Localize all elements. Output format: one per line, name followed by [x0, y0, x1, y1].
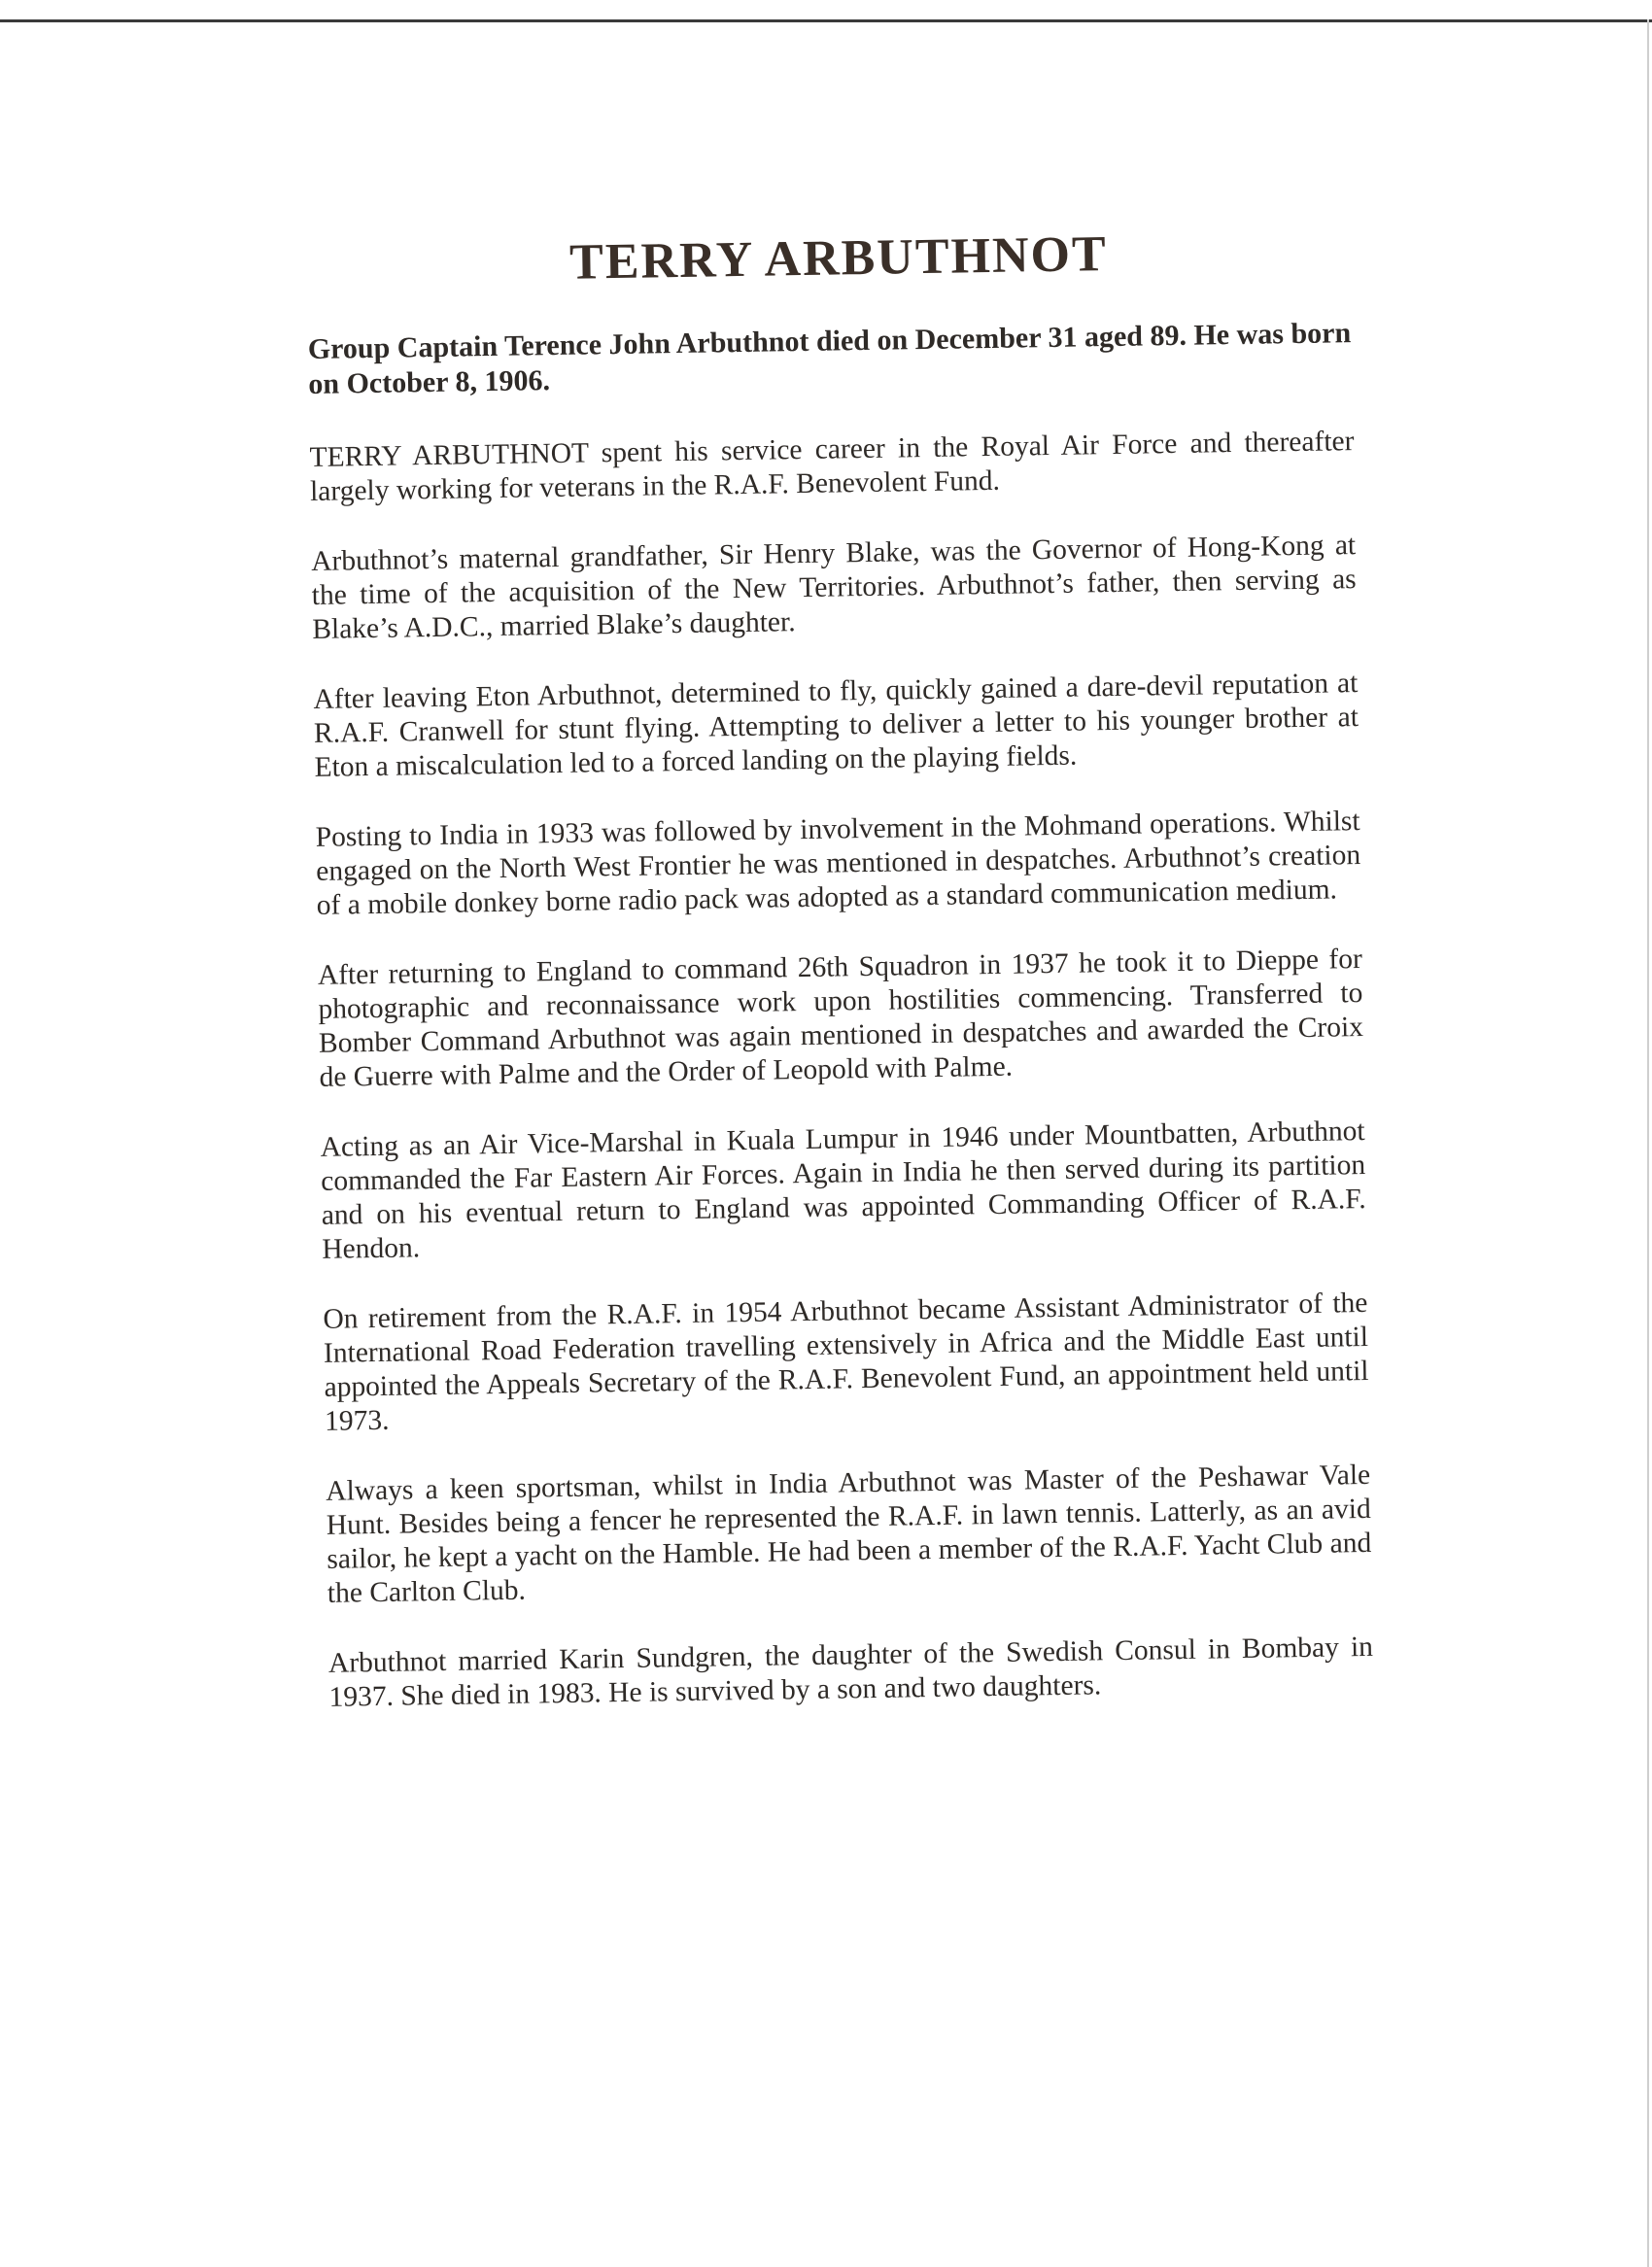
paragraph-career: TERRY ARBUTHNOT spent his service career in the Royal Air Force and thereafter largely working for veterans in the R.A.F. Benevolent Fund. [309, 426, 1355, 507]
paragraph-war: After returning to England to command 26th Squadron in 1937 he took it to Dieppe for photographic and reconnaissance work upon hostilities commencing. Transferred to Bomber Command Arbuthnot was again mentioned in despatches and awarded the Croix de Guerre with Palme and the Order of Leopold with Palme. [317, 944, 1364, 1093]
scan-edge-top [0, 19, 1652, 22]
paragraph-family: Arbuthnot’s maternal grandfather, Sir Henry Blake, was the Governor of Hong-Kong at the time of the acquisition of the New Territories. Arbuthnot’s father, then serving as Blake’s A.D.C., married Blake’s daughter. [310, 530, 1357, 645]
scan-edge-right [1647, 19, 1649, 2267]
paragraph-marriage: Arbuthnot married Karin Sundgren, the daughter of the Swedish Consul in Bombay in 1937. She died in 1983. He is survived by a son and two daughters. [327, 1631, 1374, 1713]
paragraph-far-east: Acting as an Air Vice-Marshal in Kuala Lumpur in 1946 under Mountbatten, Arbuthnot commanded the Far Eastern Air Forces. Again in India he then served during its partition and on his eventual return to England was appointed Commanding Officer of R.A.F. Hendon. [320, 1116, 1366, 1265]
paragraph-india: Posting to India in 1933 was followed by involvement in the Mohmand operations. Whilst engaged on the North West Frontier he was mentioned in despatches. Arbuthnot’s creation of a mobile donkey borne radio pack was adopted as a standard communication medium. [315, 806, 1361, 921]
page-title: TERRY ARBUTHNOT [568, 226, 1109, 291]
obituary-summary: Group Captain Terence John Arbuthnot died on December 31 aged 89. He was born on October 8, 1906. [307, 317, 1352, 400]
paragraph-cranwell: After leaving Eton Arbuthnot, determined to fly, quickly gained a dare-devil reputation at R.A.F. Cranwell for stunt flying. Attempting to deliver a letter to his younger brother at Eton a miscalculation led to a forced landing on the playing fields. [313, 668, 1359, 783]
paragraph-retirement: On retirement from the R.A.F. in 1954 Arbuthnot became Assistant Administrator of the International Road Federation travelling extensively in Africa and the Middle East until appointed the Appeals Secretary of the R.A.F. Benevolent Fund, an appointment held until 1973. [323, 1287, 1369, 1437]
obituary-page [306, 222, 1374, 1751]
paragraph-sport: Always a keen sportsman, whilst in India Arbuthnot was Master of the Peshawar Vale Hunt. Besides being a fencer he represented the R.A.F. in lawn tennis. Latterly, as an avid sailor, he kept a yacht on the Hamble. He had been a member of the R.A.F. Yacht Club and the Carlton Club. [326, 1459, 1372, 1609]
